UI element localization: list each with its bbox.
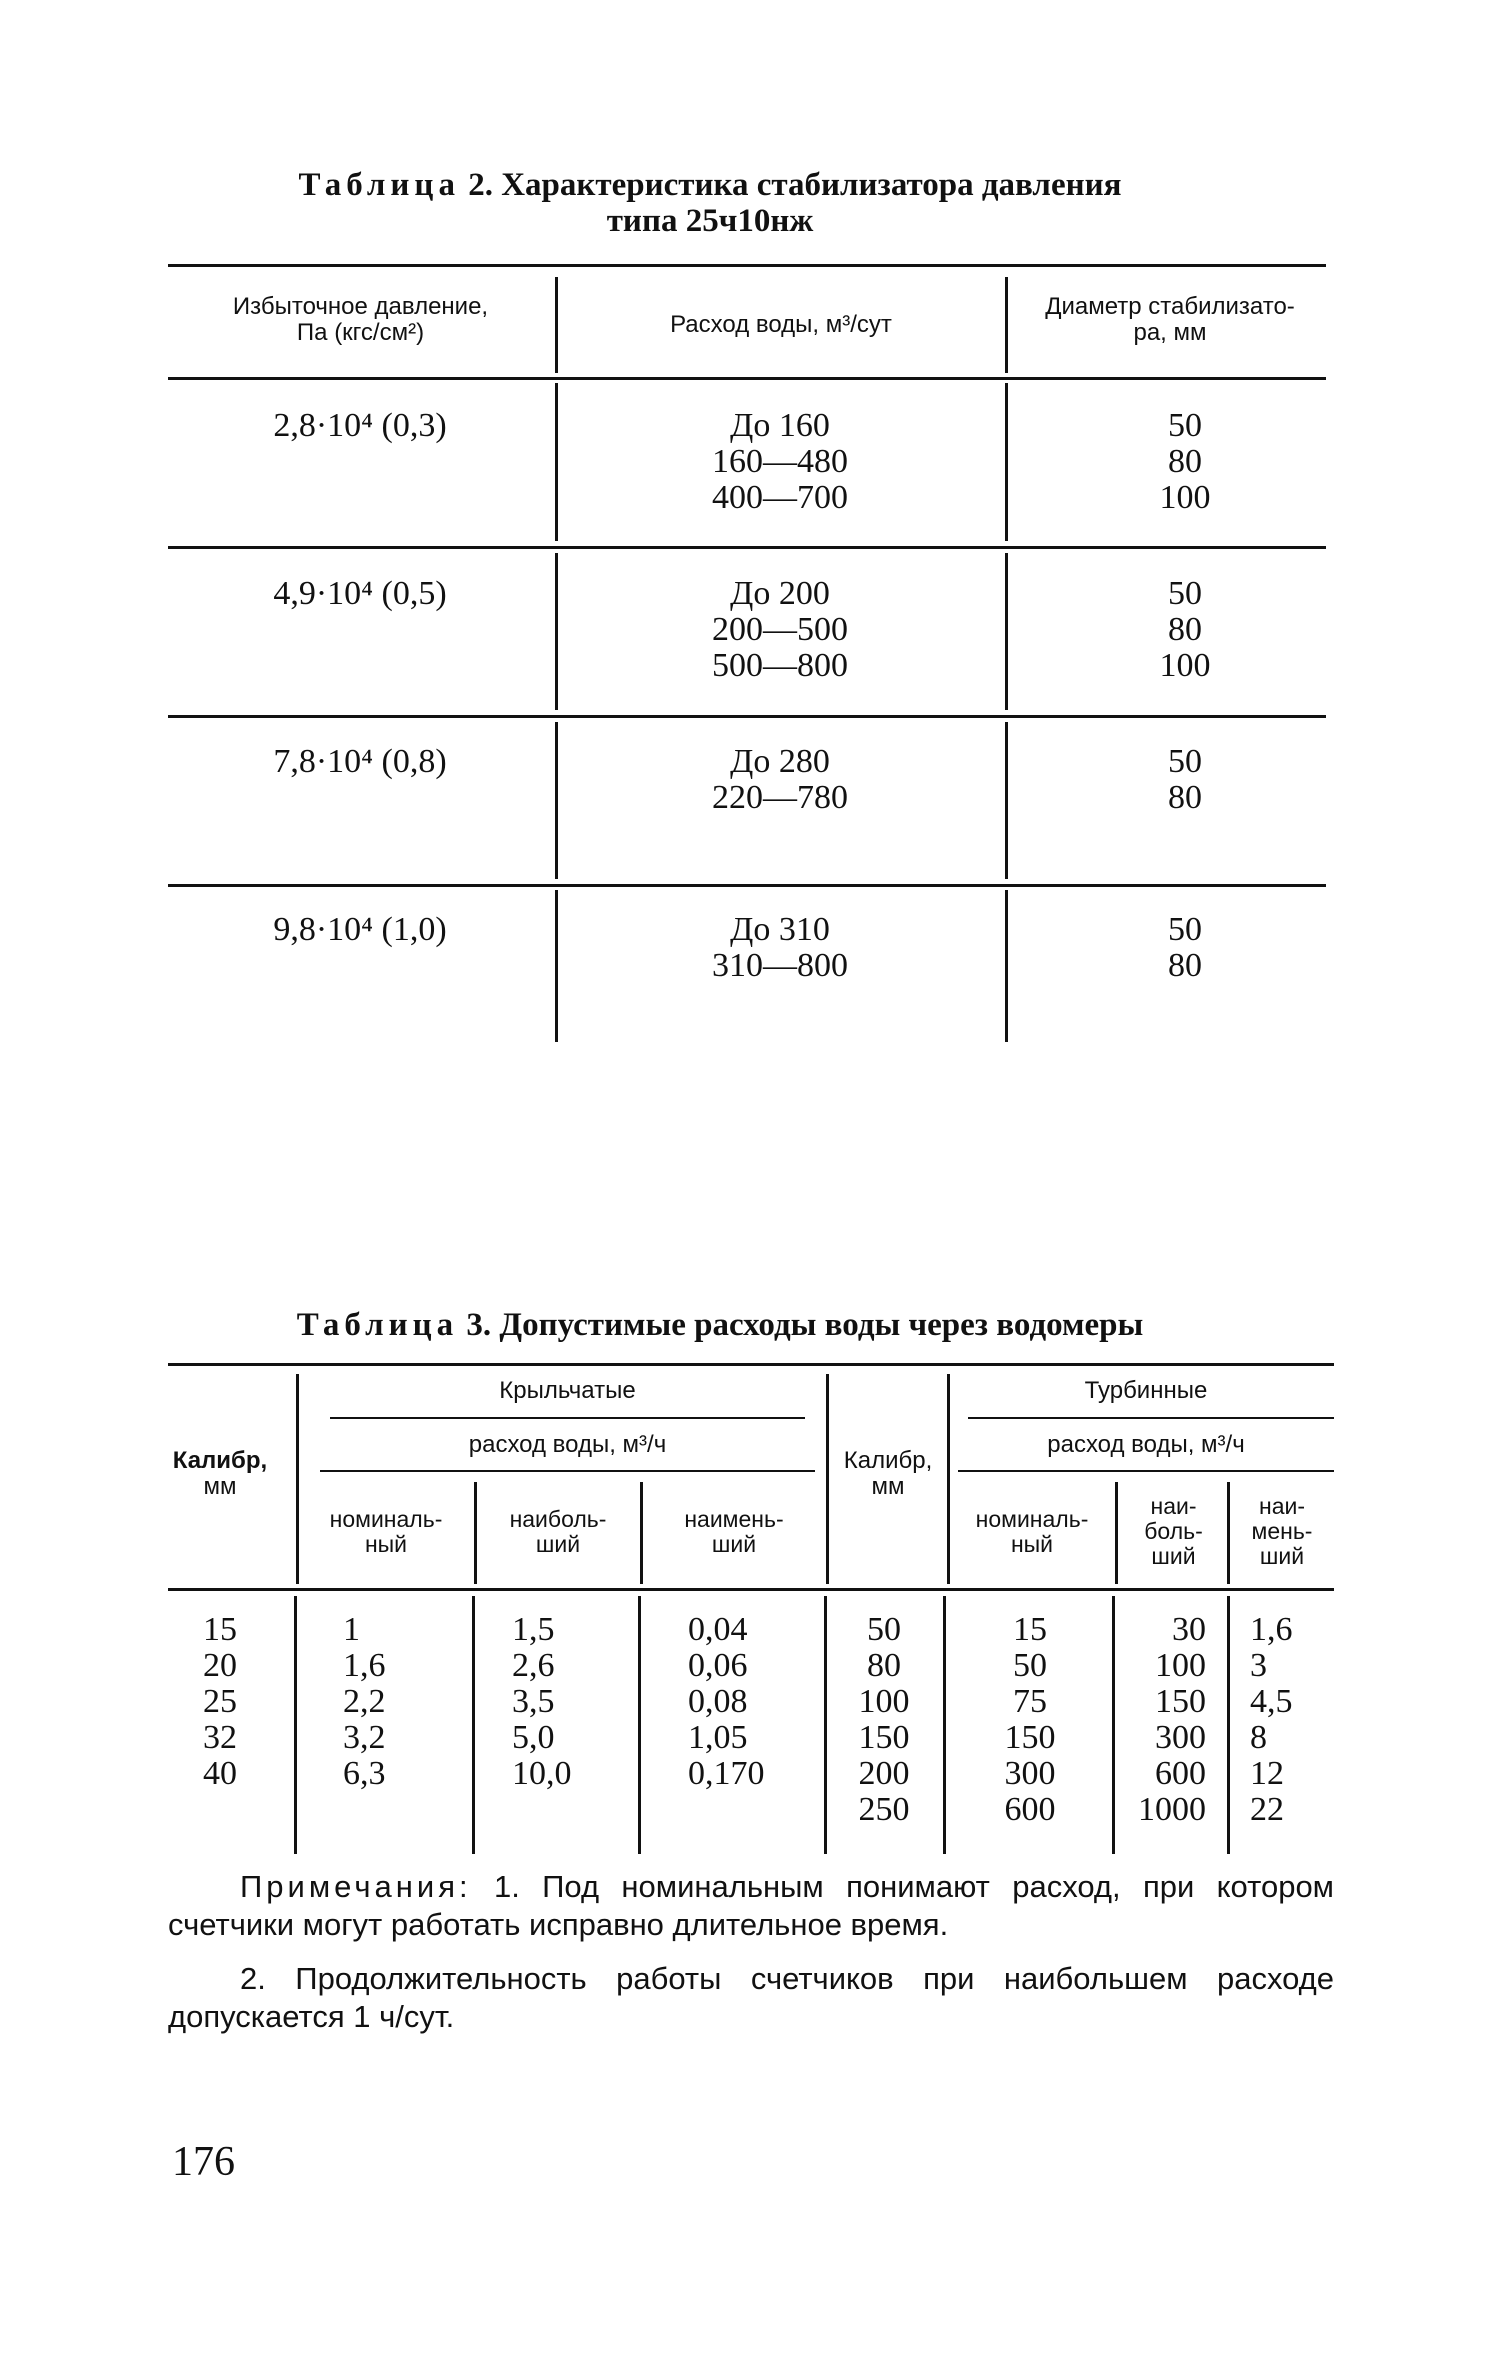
cell-value: 15 <box>1013 1611 1047 1648</box>
header-line: Калибр, <box>843 1447 933 1474</box>
table3-caption-label: Таблица <box>296 1307 459 1343</box>
table2-pressure: 9,8·10⁴ (1,0) <box>273 911 447 948</box>
table2-row-rule <box>168 715 1326 718</box>
header-line: ный <box>1010 1531 1054 1557</box>
cell-value: 20 <box>203 1647 237 1684</box>
diameter-value: 50 <box>1168 911 1202 948</box>
table2-vrule-2 <box>1005 890 1008 1042</box>
header-line: номиналь- <box>329 1506 443 1532</box>
table3-header-vane-group: Крыльчатые <box>499 1377 636 1404</box>
table2-header-flow: Расход воды, м³/сут <box>670 311 892 338</box>
cell-value: 1,05 <box>688 1719 748 1756</box>
table3-vrule <box>294 1596 297 1854</box>
cell-value: 200 <box>858 1755 910 1792</box>
header-line: боль- <box>1144 1518 1203 1544</box>
cell-value: 30 <box>1172 1611 1206 1648</box>
diameter-value: 50 <box>1168 575 1202 612</box>
table2-vrule-1 <box>555 277 558 373</box>
flow-value: 200—500 <box>712 611 848 648</box>
flow-value: 400—700 <box>712 479 848 516</box>
cell-value: 600 <box>1155 1755 1206 1792</box>
cell-value: 100 <box>1155 1647 1206 1684</box>
header-line: мень- <box>1251 1518 1313 1544</box>
header-line: наи- <box>1259 1493 1305 1519</box>
table3-vrule <box>472 1596 475 1854</box>
header-line: наиболь- <box>509 1506 607 1532</box>
table2-diameters <box>1120 576 1250 684</box>
cell-value: 50 <box>867 1611 901 1648</box>
table3-turb-caliber-column <box>834 1612 934 1828</box>
table3-vrule <box>1227 1596 1230 1854</box>
table3-turb-min-column <box>1250 1612 1330 1828</box>
table2-caption <box>160 168 1260 202</box>
table2-diameters <box>1120 744 1250 816</box>
table3-vrule <box>474 1482 477 1584</box>
cell-value: 8 <box>1250 1719 1267 1756</box>
cell-value: 250 <box>858 1791 910 1828</box>
header-line: ра, мм <box>1133 319 1207 346</box>
table3-header-turb-group: Турбинные <box>1084 1377 1208 1404</box>
cell-value: 0,170 <box>688 1755 765 1792</box>
table3-vrule <box>824 1596 827 1854</box>
cell-value: 3,5 <box>512 1683 555 1720</box>
page-number: 176 <box>172 2139 235 2185</box>
cell-value: 1 <box>343 1611 360 1648</box>
cell-value: 150 <box>1155 1683 1206 1720</box>
header-line: мм <box>871 1473 905 1500</box>
table2-pressure: 4,9·10⁴ (0,5) <box>273 575 447 612</box>
table3-vrule <box>1115 1482 1118 1584</box>
table2-vrule-2 <box>1005 383 1008 541</box>
notes-label: Примечания: <box>240 1869 472 1904</box>
header-line: ший <box>535 1531 581 1557</box>
table3-turb-max-column <box>1110 1612 1206 1828</box>
cell-value: 1,6 <box>343 1647 386 1684</box>
table3-vrule <box>296 1374 299 1584</box>
cell-value: 12 <box>1250 1755 1284 1792</box>
table3-vane-max-column <box>512 1612 632 1792</box>
cell-value: 2,2 <box>343 1683 386 1720</box>
cell-value: 3 <box>1250 1647 1267 1684</box>
table2-row-rule <box>168 884 1326 887</box>
cell-value: 100 <box>858 1683 910 1720</box>
cell-value: 32 <box>203 1719 237 1756</box>
header-line: наи- <box>1150 1493 1197 1519</box>
diameter-value: 100 <box>1159 479 1211 516</box>
table2-flows <box>620 576 940 684</box>
diameter-value: 80 <box>1168 947 1202 984</box>
table2-vrule-1 <box>555 890 558 1042</box>
header-line: ший <box>1151 1543 1196 1569</box>
table2-header-pressure <box>168 294 553 346</box>
header-line: ший <box>711 1531 757 1557</box>
table2-vrule-2 <box>1005 277 1008 373</box>
table3-header-turb-min <box>1232 1494 1332 1569</box>
cell-value: 1,6 <box>1250 1611 1293 1648</box>
table2-caption-line2: типа 25ч10нж <box>606 203 814 239</box>
table3-top-rule <box>168 1363 1334 1366</box>
table3-header-turb-max <box>1120 1494 1227 1569</box>
table2-header-rule <box>168 377 1326 380</box>
cell-value: 10,0 <box>512 1755 572 1792</box>
flow-value: 310—800 <box>712 947 848 984</box>
cell-value: 300 <box>1155 1719 1206 1756</box>
table3-header-turb-flow: расход воды, м³/ч <box>1047 1431 1245 1458</box>
header-line: Па (кгс/см²) <box>296 319 425 346</box>
diameter-value: 50 <box>1168 407 1202 444</box>
table3-header-vane-max <box>478 1507 638 1557</box>
header-line: ший <box>1259 1543 1305 1569</box>
table2-vrule-2 <box>1005 722 1008 879</box>
flow-value: До 160 <box>730 407 830 444</box>
table3-caption <box>160 1308 1280 1342</box>
table3-vane-group-rule <box>330 1417 805 1419</box>
cell-value: 2,6 <box>512 1647 555 1684</box>
table2-row-rule <box>168 546 1326 549</box>
cell-value: 600 <box>1004 1791 1056 1828</box>
table2-pressure: 7,8·10⁴ (0,8) <box>273 743 447 780</box>
cell-value: 150 <box>1004 1719 1056 1756</box>
cell-value: 22 <box>1250 1791 1284 1828</box>
table3-vrule <box>943 1596 946 1854</box>
cell-value: 300 <box>1004 1755 1056 1792</box>
cell-value: 1,5 <box>512 1611 555 1648</box>
table2-vrule-1 <box>555 383 558 541</box>
cell-value: 5,0 <box>512 1719 555 1756</box>
table2-flows <box>620 912 940 984</box>
table2-header-diameter <box>1010 294 1330 346</box>
table3-header-caliber-right <box>826 1448 950 1500</box>
cell-value: 80 <box>867 1647 901 1684</box>
flow-value: 500—800 <box>712 647 848 684</box>
table3-vane-flow-rule <box>320 1470 815 1472</box>
cell-value: 0,08 <box>688 1683 748 1720</box>
header-line: номиналь- <box>975 1506 1089 1532</box>
header-line: Калибр, <box>172 1447 268 1474</box>
header-line: Избыточное давление, <box>232 293 489 320</box>
flow-value: 160—480 <box>712 443 848 480</box>
table3-vrule <box>640 1482 643 1584</box>
flow-value: До 280 <box>730 743 830 780</box>
table2-diameters <box>1120 912 1250 984</box>
table3-caption-text: 3. Допустимые расходы воды через водомеры <box>466 1307 1144 1343</box>
table2-pressure: 2,8·10⁴ (0,3) <box>273 407 447 444</box>
note-1-text: 1. Под номинальным понимают расход, при котором счетчики могут работать исправно длительное время. <box>168 1869 1334 1942</box>
flow-value: 220—780 <box>712 779 848 816</box>
table2-vrule-2 <box>1005 553 1008 710</box>
table3-vrule <box>1227 1482 1230 1584</box>
header-line: наимень- <box>684 1506 784 1532</box>
table3-header-vane-flow: расход воды, м³/ч <box>468 1431 667 1458</box>
table3-header-vane-min <box>644 1507 824 1557</box>
table3-vane-min-column <box>688 1612 818 1792</box>
flow-value: До 200 <box>730 575 830 612</box>
table3-turb-flow-rule <box>958 1470 1334 1472</box>
cell-value: 4,5 <box>1250 1683 1293 1720</box>
flow-value: До 310 <box>730 911 830 948</box>
table3-vrule <box>638 1596 641 1854</box>
header-line: мм <box>203 1473 237 1500</box>
diameter-value: 50 <box>1168 743 1202 780</box>
table3-turb-nominal-column <box>980 1612 1080 1828</box>
diameter-value: 80 <box>1168 779 1202 816</box>
table2-caption-label: Таблица <box>298 167 460 203</box>
diameter-value: 100 <box>1159 647 1211 684</box>
cell-value: 15 <box>203 1611 237 1648</box>
table2-flows <box>620 408 940 516</box>
diameter-value: 80 <box>1168 611 1202 648</box>
cell-value: 6,3 <box>343 1755 386 1792</box>
table2-flows <box>620 744 940 816</box>
table3-vane-caliber-column <box>170 1612 270 1792</box>
diameter-value: 80 <box>1168 443 1202 480</box>
table3-vane-nominal-column <box>343 1612 463 1792</box>
table2-top-rule <box>168 264 1326 267</box>
cell-value: 3,2 <box>343 1719 386 1756</box>
cell-value: 40 <box>203 1755 237 1792</box>
note-2: 2. Продолжительность работы счетчиков при наибольшем расходе допускается 1 ч/сут. <box>168 1961 1334 2034</box>
table2-vrule-1 <box>555 553 558 710</box>
table2-diameters <box>1120 408 1250 516</box>
cell-value: 0,04 <box>688 1611 748 1648</box>
table2-caption-text: 2. Характеристика стабилизатора давления <box>468 167 1122 203</box>
header-line: Диаметр стабилизато- <box>1045 293 1295 320</box>
table3-header-caliber-left <box>150 1448 290 1500</box>
cell-value: 50 <box>1013 1647 1047 1684</box>
table3-header-rule <box>168 1588 1334 1591</box>
cell-value: 75 <box>1013 1683 1047 1720</box>
cell-value: 25 <box>203 1683 237 1720</box>
table2-vrule-1 <box>555 722 558 879</box>
header-line: ный <box>364 1531 408 1557</box>
cell-value: 1000 <box>1138 1791 1206 1828</box>
table3-turb-group-rule <box>968 1417 1334 1419</box>
note-1 <box>168 1868 1334 1944</box>
cell-value: 0,06 <box>688 1647 748 1684</box>
table3-header-vane-nominal <box>300 1507 472 1557</box>
cell-value: 150 <box>858 1719 910 1756</box>
table3-header-turb-nominal <box>950 1507 1114 1557</box>
